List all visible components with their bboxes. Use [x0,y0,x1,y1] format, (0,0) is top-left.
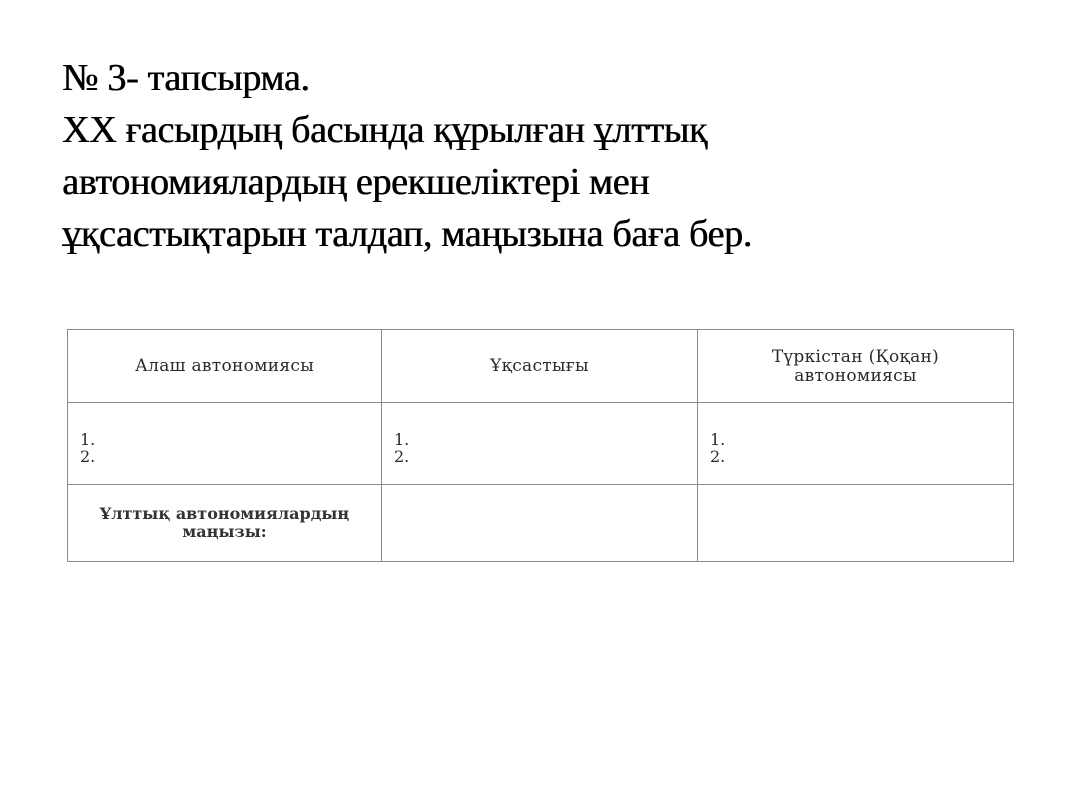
significance-answer-cell-2[interactable] [698,485,1014,562]
significance-label-line-1: Ұлттық автономиялардың [99,504,350,523]
list-item: 2. [80,446,96,466]
task-text-line-2: автономиялардың ерекшеліктері мен [62,161,650,203]
header-turkestan-line-2: автономиясы [794,366,917,386]
significance-label [68,485,382,562]
similarity-cell[interactable] [382,403,698,485]
alash-features-cell[interactable] [68,403,382,485]
turkestan-features-cell[interactable] [698,403,1014,485]
task-text-line-1: XX ғасырдың басында құрылған ұлттық [62,109,707,151]
header-turkestan [698,330,1014,403]
significance-answer-cell-1[interactable] [382,485,698,562]
list-item: 1. [80,429,96,449]
task-number: № 3- тапсырма. [62,57,310,99]
table-row [68,485,1014,562]
list-item: 2. [394,446,410,466]
comparison-table [67,329,1014,562]
header-similarity: Ұқсастығы [382,330,698,403]
list-item: 1. [710,429,726,449]
comparison-table-wrapper [67,329,1013,561]
table-row [68,403,1014,485]
header-alash: Алаш автономиясы [68,330,382,403]
header-turkestan-line-1: Түркістан (Қоқан) [771,347,940,367]
list-item: 2. [710,446,726,466]
task-heading [62,52,1052,260]
list-item: 1. [394,429,410,449]
task-text-line-3: ұқсастықтарын талдап, маңызына баға бер. [62,213,752,255]
significance-label-line-2: маңызы: [182,522,267,541]
table-header-row [68,330,1014,403]
